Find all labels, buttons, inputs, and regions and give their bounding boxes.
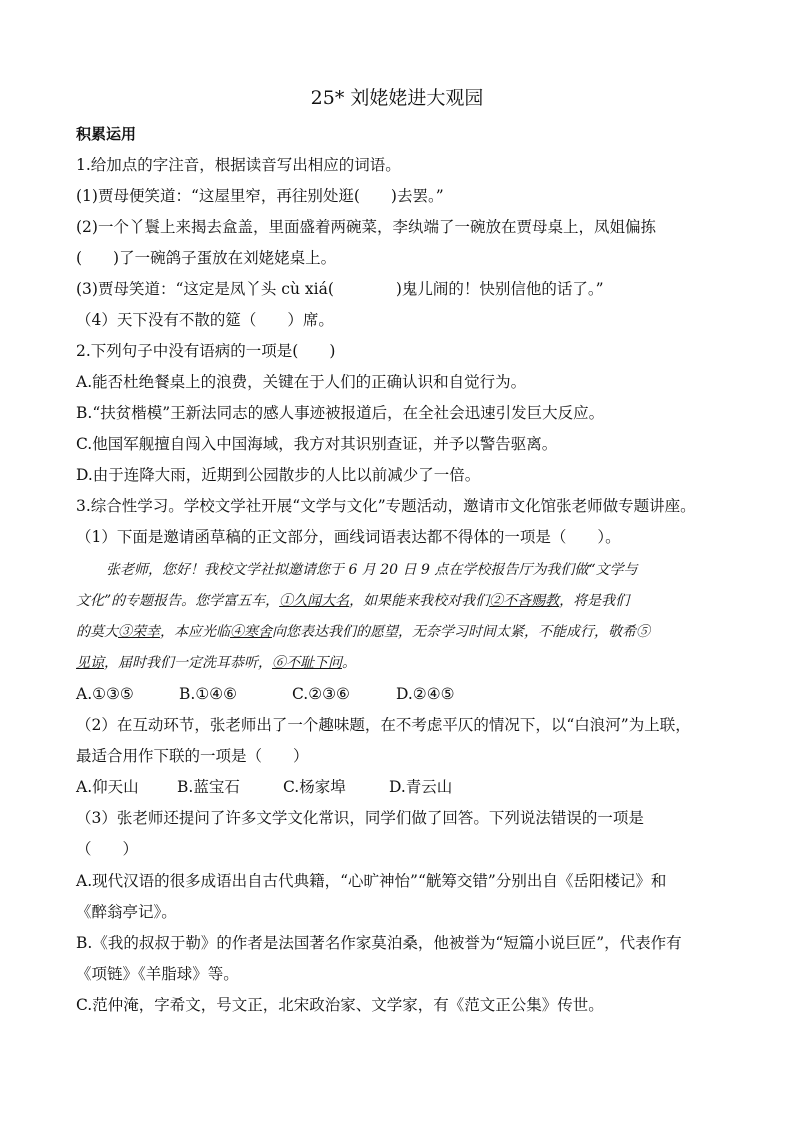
letter-text: ，如果能来我校对我们 — [349, 593, 490, 609]
letter-text: ，将是我们 — [559, 593, 630, 609]
letter-line-2 — [76, 591, 629, 611]
underlined-phrase-5: 见谅 — [76, 655, 104, 671]
option-c: C.杨家埠 — [283, 778, 346, 796]
letter-text: 向您表达我们的愿望，无奈学习时间太紧，不能成行，敬希⑤ — [272, 624, 650, 640]
letter-text: 文化”的专题报告。您学富五车， — [76, 593, 280, 609]
q3-part3-option-a-1: A.现代汉语的很多成语出自古代典籍，“心旷神怡”“觥筹交错”分别出自《岳阳楼记》和 — [76, 872, 667, 890]
q3-part3-stem-a: （3）张老师还提问了许多文学文化常识，同学们做了回答。下列说法错误的一项是 — [76, 809, 644, 827]
q1-item-4: （4）天下没有不散的筵（ ）席。 — [76, 311, 334, 329]
option-b: B.蓝宝石 — [177, 778, 240, 796]
q3-part3-stem-b: （ ） — [76, 840, 139, 858]
q2-option-d: D.由于连降大雨，近期到公园散步的人比以前减少了一倍。 — [76, 466, 481, 484]
letter-text: 。 — [342, 655, 356, 671]
option-d: D.青云山 — [389, 778, 453, 796]
underlined-phrase-3: ③荣幸 — [118, 624, 160, 640]
letter-text: ，本应光临 — [160, 624, 230, 640]
letter-line-1: 张老师，您好！我校文学社拟邀请您于 6 月 20 日 9 点在学校报告厅为我们做“文学与 — [106, 562, 638, 578]
option-a: A.仰天山 — [76, 778, 139, 796]
q3-part2-stem-a: （2）在互动环节，张老师出了一个趣味题，在不考虑平仄的情况下，以“白浪河”为上联， — [76, 716, 691, 734]
q3-part3-option-b-2: 《项链》《羊脂球》等。 — [76, 965, 239, 983]
q3-stem: 3.综合性学习。学校文学社开展“文学与文化”专题活动，邀请市文化馆张老师做专题讲座。 — [76, 497, 696, 515]
underlined-phrase-2: ②不吝赐教 — [489, 593, 560, 609]
q3-part2-options — [76, 777, 452, 797]
underlined-phrase-6: ⑥不耻下问 — [272, 655, 342, 671]
q2-stem: 2.下列句子中没有语病的一项是( ) — [76, 342, 336, 360]
q2-option-a: A.能否杜绝餐桌上的浪费，关键在于人们的正确认识和自觉行为。 — [76, 373, 527, 391]
q3-part2-stem-b: 最适合用作下联的一项是（ ） — [76, 747, 309, 765]
q3-part1-stem: （1）下面是邀请函草稿的正文部分，画线词语表达都不得体的一项是（ ）。 — [76, 528, 621, 546]
q2-option-b: B.“扶贫楷模”王新法同志的感人事迹被报道后，在全社会迅速引发巨大反应。 — [76, 404, 605, 422]
q2-option-c: C.他国军舰擅自闯入中国海域，我方对其识别查证，并予以警告驱离。 — [76, 435, 558, 453]
q3-part3-option-c: C.范仲淹，字希文，号文正，北宋政治家、文学家，有《范文正公集》传世。 — [76, 996, 604, 1014]
section-heading: 积累运用 — [76, 125, 137, 143]
option-d: D.②④⑤ — [396, 685, 455, 703]
underlined-phrase-4: ④寒舍 — [230, 624, 272, 640]
q1-stem: 1.给加点的字注音，根据读音写出相应的词语。 — [76, 156, 401, 174]
q1-item-3: (3)贾母笑道：“这定是凤丫头 cù xiá( )鬼儿闹的！快别信他的话了。” — [76, 280, 604, 298]
option-a: A.①③⑤ — [76, 685, 134, 703]
q3-part3-option-a-2: 《醉翁亭记》。 — [76, 903, 177, 921]
q1-item-2b: ( )了一碗鸽子蛋放在刘姥姥桌上。 — [76, 249, 337, 267]
underlined-phrase-1: ①久闻大名 — [279, 593, 350, 609]
q1-item-1: (1)贾母便笑道：“这屋里窄，再往别处逛( )去罢。” — [76, 187, 444, 205]
letter-line-3 — [76, 622, 650, 642]
option-b: B.①④⑥ — [179, 685, 238, 703]
page-title: 25* 刘姥姥进大观园 — [310, 87, 484, 109]
q3-part3-option-b-1: B.《我的叔叔于勒》的作者是法国著名作家莫泊桑，他被誉为“短篇小说巨匠”，代表作有 — [76, 934, 682, 952]
letter-text: ，届时我们一定洗耳恭听， — [104, 655, 272, 671]
letter-text: 的莫大 — [76, 624, 118, 640]
q1-item-2a: (2)一个丫鬟上来揭去盒盖，里面盛着两碗菜，李纨端了一碗放在贾母桌上，凤姐偏拣 — [76, 218, 656, 236]
option-c: C.②③⑥ — [292, 685, 350, 703]
q3-part1-options — [76, 684, 455, 704]
letter-line-4 — [76, 653, 356, 673]
